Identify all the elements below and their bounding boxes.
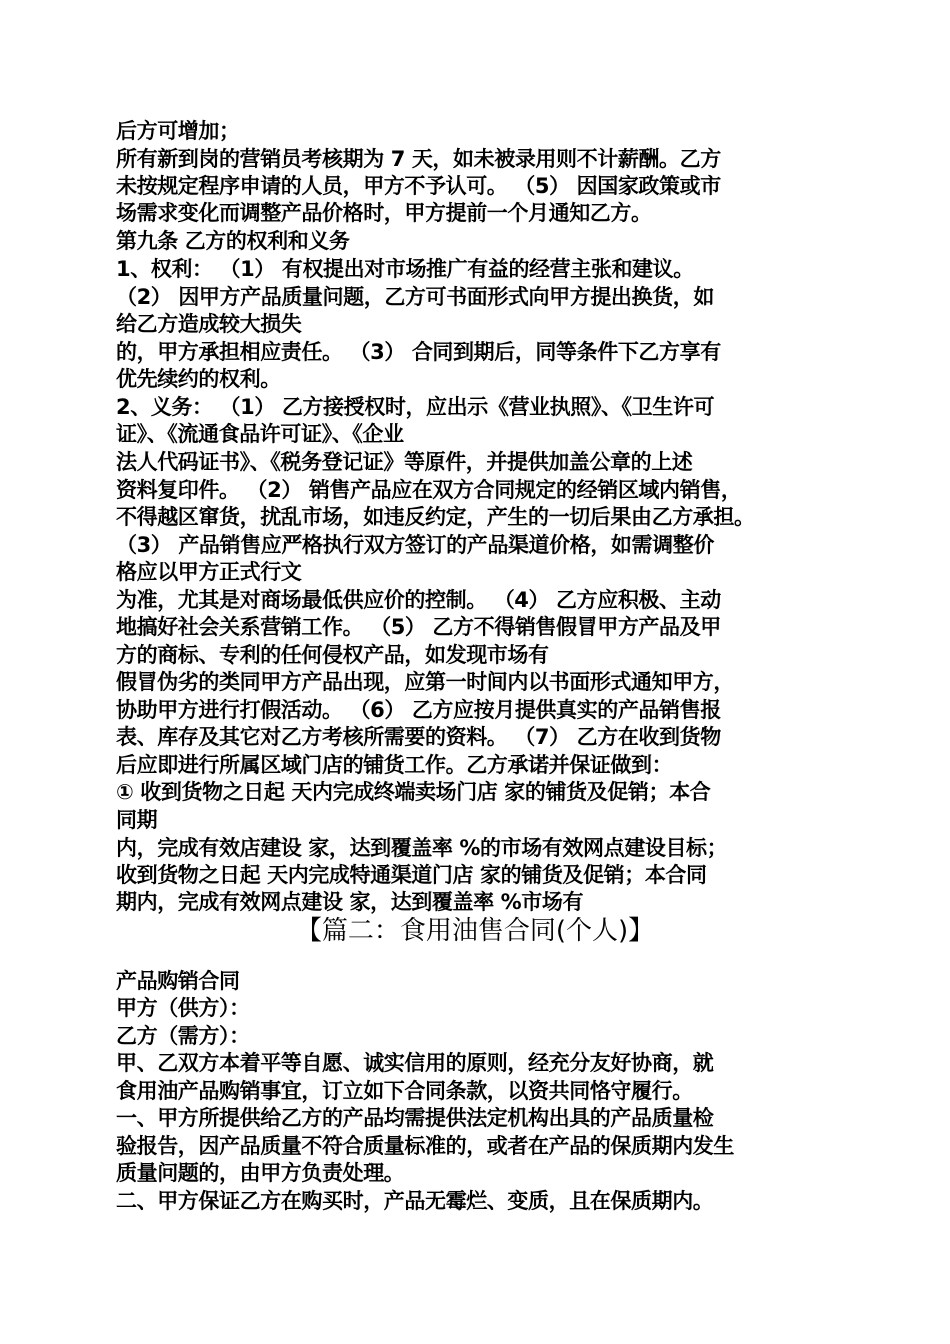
text-line: 所有新到岗的营销员考核期为 7 天，如未被录用则不计薪酬。乙方 xyxy=(116,147,721,171)
text-line: 为准，尤其是对商场最低供应价的控制。 （4） 乙方应积极、主动 xyxy=(116,588,721,612)
text-line: 验报告，因产品质量不符合质量标准的，或者在产品的保质期内发生 xyxy=(116,1134,734,1158)
text-line: 表、库存及其它对乙方考核所需要的资料。 （7） 乙方在收到货物 xyxy=(116,725,721,749)
text-line: 给乙方造成较大损失 xyxy=(116,312,302,336)
text-line: 内，完成有效店建设 家，达到覆盖率 %的市场有效网点建设目标； xyxy=(116,836,728,860)
text-line: 格应以甲方正式行文 xyxy=(116,560,302,584)
text-line: 假冒伪劣的类同甲方产品出现，应第一时间内以书面形式通知甲方， xyxy=(116,670,734,694)
text-line: ① 收到货物之日起 天内完成终端卖场门店 家的铺货及促销；本合 xyxy=(116,780,711,804)
article-heading: 第九条 乙方的权利和义务 xyxy=(116,229,350,253)
text-line: 质量问题的，由甲方负责处理。 xyxy=(116,1161,405,1185)
text-line: 2、义务： （1） 乙方接授权时，应出示《营业执照》、《卫生许可 xyxy=(116,395,715,419)
text-line: （2） 因甲方产品质量问题，乙方可书面形式向甲方提出换货，如 xyxy=(116,285,714,309)
text-line: 未按规定程序申请的人员，甲方不予认可。 （5） 因国家政策或市 xyxy=(116,174,721,198)
text-line: 二、甲方保证乙方在购买时，产品无霉烂、变质，且在保质期内。 xyxy=(116,1189,714,1213)
text-line: （3） 产品销售应严格执行双方签订的产品渠道价格，如需调整价 xyxy=(116,533,714,557)
text-line: 方的商标、专利的任何侵权产品，如发现市场有 xyxy=(116,643,549,667)
text-line: 一、甲方所提供给乙方的产品均需提供法定机构出具的产品质量检 xyxy=(116,1106,714,1130)
text-line: 同期 xyxy=(116,808,158,832)
text-line: 后应即进行所属区域门店的铺货工作。乙方承诺并保证做到： xyxy=(116,753,673,777)
text-line: 协助甲方进行打假活动。 （6） 乙方应按月提供真实的产品销售报 xyxy=(116,698,721,722)
section-heading: 【篇二：食用油售合同(个人)】 xyxy=(295,916,655,946)
text-line: 甲、乙双方本着平等自愿、诚实信用的原则，经充分友好协商，就 xyxy=(116,1051,714,1075)
text-line: 不得越区窜货，扰乱市场，如违反约定，产生的一切后果由乙方承担。 xyxy=(116,505,755,529)
text-line: 食用油产品购销事宜，订立如下合同条款，以资共同恪守履行。 xyxy=(116,1079,693,1103)
text-line: 优先续约的权利。 xyxy=(116,367,281,391)
text-line: 地搞好社会关系营销工作。 （5） 乙方不得销售假冒甲方产品及甲 xyxy=(116,615,721,639)
contract-title: 产品购销合同 xyxy=(116,969,240,993)
text-line: 证》、《流通食品许可证》、《企业 xyxy=(116,422,404,446)
text-line: 资料复印件。 （2） 销售产品应在双方合同规定的经销区域内销售， xyxy=(116,478,742,502)
text-line: 后方可增加； xyxy=(116,119,240,143)
text-line: 收到货物之日起 天内完成特通渠道门店 家的铺货及促销；本合同 xyxy=(116,863,707,887)
text-line: 场需求变化而调整产品价格时，甲方提前一个月通知乙方。 xyxy=(116,201,652,225)
text-line: 的，甲方承担相应责任。 （3） 合同到期后，同等条件下乙方享有 xyxy=(116,340,721,364)
text-line: 法人代码证书》、《税务登记证》等原件，并提供加盖公章的上述 xyxy=(116,450,693,474)
text-line: 期内，完成有效网点建设 家，达到覆盖率 %市场有 xyxy=(116,890,584,914)
text-line: 1、权利： （1） 有权提出对市场推广有益的经营主张和建议。 xyxy=(116,257,694,281)
party-b-label: 乙方（需方）： xyxy=(116,1024,250,1048)
party-a-label: 甲方（供方）： xyxy=(116,996,250,1020)
